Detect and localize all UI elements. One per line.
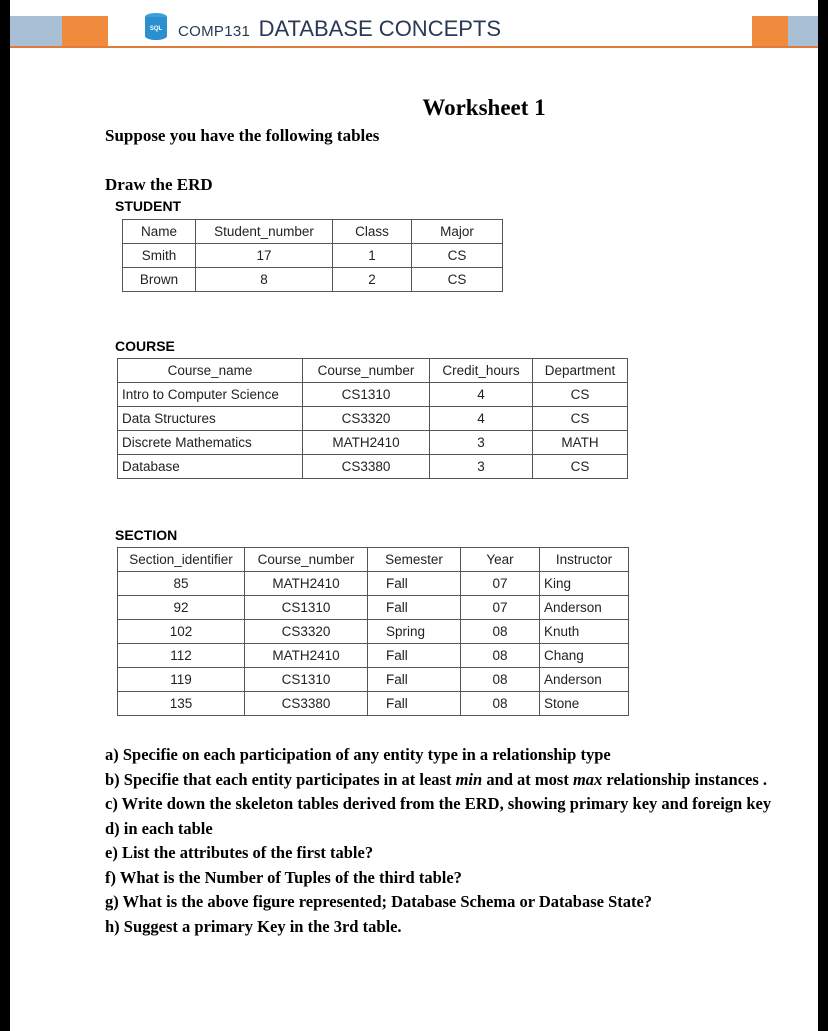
column-header: Course_name (118, 359, 303, 383)
table-cell: Database (118, 455, 303, 479)
table-cell: CS (533, 407, 628, 431)
table-cell: 1 (333, 244, 412, 268)
worksheet-page (10, 0, 818, 1031)
table-cell: 08 (461, 644, 540, 668)
table-cell: Brown (123, 268, 196, 292)
table-cell: Fall (368, 644, 461, 668)
instruction-text: Draw the ERD (105, 175, 213, 194)
table-cell: 112 (118, 644, 245, 668)
section-table (117, 547, 629, 716)
table-cell: 3 (430, 431, 533, 455)
table-row (118, 431, 628, 455)
table-cell: CS (412, 244, 503, 268)
table-cell: Fall (368, 596, 461, 620)
table-cell: Fall (368, 692, 461, 716)
header-accent-right-orange (752, 16, 788, 48)
table-header-row (118, 359, 628, 383)
table-cell: 119 (118, 668, 245, 692)
table-cell: 07 (461, 572, 540, 596)
table-cell: Discrete Mathematics (118, 431, 303, 455)
course-header (178, 16, 501, 42)
table-cell: King (540, 572, 629, 596)
table-cell: MATH2410 (303, 431, 430, 455)
table-cell: CS (533, 455, 628, 479)
table-cell: Chang (540, 644, 629, 668)
column-header: Course_number (245, 548, 368, 572)
question-d: d) in each table (105, 818, 213, 838)
student-table-label: STUDENT (115, 198, 182, 214)
table-cell: CS1310 (303, 383, 430, 407)
table-cell: 135 (118, 692, 245, 716)
table-cell: 92 (118, 596, 245, 620)
student-table (122, 219, 503, 292)
questions-list (105, 743, 805, 939)
table-cell: Smith (123, 244, 196, 268)
table-row (123, 244, 503, 268)
question-a: a) Specifie on each participation of any entity type in a relationship type (105, 745, 611, 764)
table-header-row (123, 220, 503, 244)
table-cell: 08 (461, 668, 540, 692)
column-header: Semester (368, 548, 461, 572)
column-header: Class (333, 220, 412, 244)
table-cell: Fall (368, 668, 461, 692)
table-cell: CS (533, 383, 628, 407)
table-row (118, 692, 629, 716)
question-f: f) What is the Number of Tuples of the third table? (105, 867, 462, 887)
header-accent-right-blue (788, 16, 818, 48)
worksheet-title: Worksheet 1 (422, 95, 546, 120)
header-accent-left-orange (62, 16, 108, 48)
question-e: e) List the attributes of the first table? (105, 843, 374, 862)
table-row (118, 572, 629, 596)
course-code: COMP131 (178, 23, 251, 40)
table-cell: MATH (533, 431, 628, 455)
table-header-row (118, 548, 629, 572)
table-cell: 4 (430, 383, 533, 407)
question-h: h) Suggest a primary Key in the 3rd table. (105, 916, 402, 936)
table-cell: Knuth (540, 620, 629, 644)
table-cell: Data Structures (118, 407, 303, 431)
table-cell: 102 (118, 620, 245, 644)
course-title: DATABASE CONCEPTS (258, 16, 502, 41)
table-cell: CS (412, 268, 503, 292)
column-header: Instructor (540, 548, 629, 572)
question-g: g) What is the above figure represented; Database Schema or Database State? (105, 892, 653, 911)
table-row (118, 620, 629, 644)
table-cell: CS1310 (245, 596, 368, 620)
column-header: Section_identifier (118, 548, 245, 572)
header-rule (10, 46, 818, 48)
table-cell: Spring (368, 620, 461, 644)
table-cell: 08 (461, 620, 540, 644)
table-cell: MATH2410 (245, 572, 368, 596)
table-row (118, 383, 628, 407)
column-header: Major (412, 220, 503, 244)
table-cell: Anderson (540, 596, 629, 620)
table-cell: CS1310 (245, 668, 368, 692)
table-cell: 17 (196, 244, 333, 268)
sql-database-icon (143, 12, 169, 42)
logo-text: SQL (149, 26, 163, 32)
table-row (123, 268, 503, 292)
table-cell: 08 (461, 692, 540, 716)
table-cell: 85 (118, 572, 245, 596)
table-cell: 8 (196, 268, 333, 292)
table-cell: Intro to Computer Science (118, 383, 303, 407)
course-table (117, 358, 628, 479)
table-row (118, 455, 628, 479)
question-b: b) Specifie that each entity participates in at least min and at most max relationship instances . (105, 769, 768, 789)
table-cell: Fall (368, 572, 461, 596)
table-row (118, 668, 629, 692)
column-header: Student_number (196, 220, 333, 244)
table-cell: CS3380 (245, 692, 368, 716)
column-header: Credit_hours (430, 359, 533, 383)
column-header: Course_number (303, 359, 430, 383)
table-cell: CS3320 (303, 407, 430, 431)
table-row (118, 596, 629, 620)
column-header: Department (533, 359, 628, 383)
table-cell: 07 (461, 596, 540, 620)
table-cell: 2 (333, 268, 412, 292)
table-row (118, 407, 628, 431)
table-cell: CS3380 (303, 455, 430, 479)
table-cell: MATH2410 (245, 644, 368, 668)
course-table-label: COURSE (115, 338, 175, 354)
header-accent-left-blue (10, 16, 62, 48)
column-header: Year (461, 548, 540, 572)
question-c: c) Write down the skeleton tables derived from the ERD, showing primary key and foreign key (105, 794, 772, 813)
section-table-label: SECTION (115, 527, 178, 543)
intro-text: Suppose you have the following tables (105, 126, 380, 145)
table-cell: 4 (430, 407, 533, 431)
table-cell: 3 (430, 455, 533, 479)
table-cell: CS3320 (245, 620, 368, 644)
column-header: Name (123, 220, 196, 244)
table-cell: Stone (540, 692, 629, 716)
table-cell: Anderson (540, 668, 629, 692)
table-row (118, 644, 629, 668)
